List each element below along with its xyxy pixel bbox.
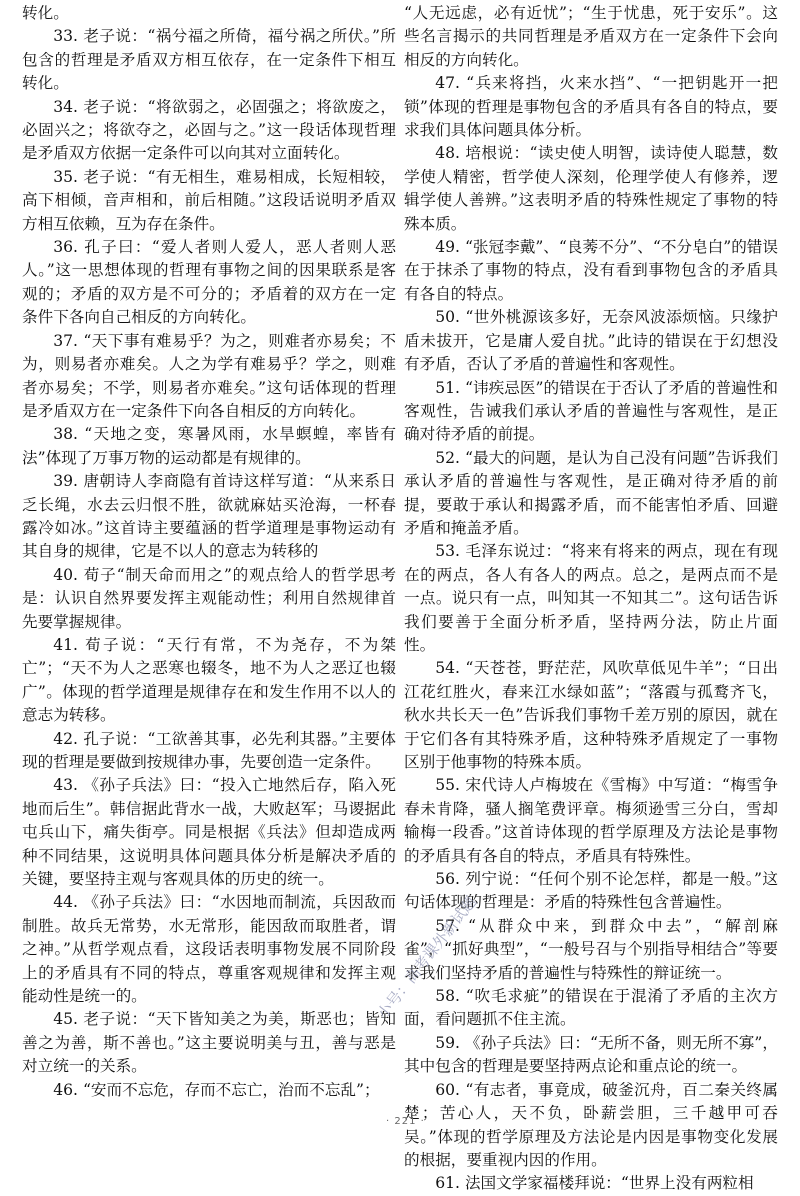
quote-item-paragraph: 59. 《孙子兵法》曰：“无所不备，则无所不寡”，其中包含的哲理是要坚持两点论和重点论的统一。: [404, 1033, 778, 1076]
quote-item-paragraph: 52. “最大的问题，是认为自己没有问题”告诉我们承认矛盾的普遍性与客观性，是正确对待矛盾的前提，要敢于承认和揭露矛盾，而不能害怕矛盾、回避矛盾和掩盖矛盾。: [404, 448, 778, 537]
quote-item-paragraph: 33. 老子说：“祸兮福之所倚，福兮祸之所伏。”所包含的哲理是矛盾双方相互依存，在一定条件下相互转化。: [22, 27, 396, 93]
quote-item-paragraph: 34. 老子说：“将欲弱之，必固强之；将欲废之，必固兴之；将欲夺之，必固与之。”这一段话体现哲理是矛盾双方依据一定条件可以向其对立面转化。: [22, 97, 396, 163]
quote-item-paragraph: 43. 《孙子兵法》曰：“投入亡地然后存，陷入死地而后生”。韩信据此背水一战，大败赵军；马谡据此屯兵山下，痛失街亭。同是根据《兵法》但却造成两种不同结果，这说明具体问题具体分析是解决矛盾的关键，要坚持主观与客观具体的历史的统一。: [22, 776, 396, 889]
quote-item-paragraph: 49. “张冠李戴”、“良莠不分”、“不分皂白”的错误在于抹杀了事物的特点，没有看到事物包含的矛盾具有各自的特点。: [404, 238, 778, 303]
quote-item-paragraph: 44. 《孙子兵法》曰：“水因地而制流，兵因敌而制胜。故兵无常势，水无常形，能因敌而取胜者，谓之神。”从哲学观点看，这段话表明事物发展不同阶段上的矛盾具有不同的特点，尊重客观规律和发挥主观能动性是统一的。: [22, 893, 396, 1006]
quote-item-paragraph: 57. “从群众中来，到群众中去”，“解剖麻雀”，“抓好典型”，“一般号召与个别指导相结合”等要求我们坚持矛盾的普遍性与特殊性的辩证统一。: [404, 916, 778, 982]
quote-item-paragraph: 40. 荀子“制天命而用之”的观点给人的哲学思考是：认识自然界要发挥主观能动性；利用自然规律首先要掌握规律。: [22, 565, 396, 631]
quote-item-paragraph: 50. “世外桃源该多好，无奈风波添烦恼。只缘护盾未拔开，它是庸人爱自扰。”此诗的错误在于幻想没有矛盾，否认了矛盾的普遍性和客观性。: [404, 308, 778, 374]
quote-item-paragraph: 51. “讳疾忌医”的错误在于否认了矛盾的普遍性和客观性，告诫我们承认矛盾的普遍性与客观性，是正确对待矛盾的前提。: [404, 378, 778, 444]
quote-item-paragraph: 54. “天苍苍，野茫茫，风吹草低见牛羊”；“日出江花红胜火，春来江水绿如蓝”；“落霞与孤鹜齐飞，秋水共长天一色”告诉我们事物千差万别的原因，就在于它们各有其特殊矛盾，这种特殊矛盾规定了一事物区别于他事物的特殊本质。: [404, 659, 778, 771]
quote-item-paragraph: 35. 老子说：“有无相生，难易相成，长短相较，高下相倾，音声相和，前后相随。”这段话说明矛盾双方相互依赖，互为存在条件。: [22, 167, 396, 233]
quote-item-paragraph: 60. “有志者，事竟成，破釜沉舟，百二秦关终属楚；苦心人，天不负，卧薪尝胆，三千越甲可吞吴。”体现的哲学原理及方法论是内因是事物变化发展的根据，要重视内因的作用。: [404, 1080, 778, 1169]
continued-paragraph: “人无远虑，必有近忧”；“生于忧患，死于安乐”。这些名言揭示的共同哲理是矛盾双方在一定条件下会向相反的方向转化。: [404, 4, 778, 69]
right-text-column: [404, 2, 778, 1196]
quote-item-paragraph: 53. 毛泽东说过：“将来有将来的两点，现在有现在的两点，各人有各人的两点。总之，是两点而不是一点。说只有一点，叫知其一不知其二”。这句话告诉我们要善于全面分析矛盾，坚持两分法，防止片面性。: [404, 542, 778, 654]
quote-item-paragraph: 46. “安而不忘危，存而不忘亡，治而不忘乱”；: [53, 1080, 380, 1099]
quote-item-paragraph: 45. 老子说：“天下皆知美之为美，斯恶也；皆知善之为善，斯不善也。”这主要说明美与丑，善与恶是对立统一的关系。: [22, 1010, 396, 1076]
left-text-column: [22, 2, 396, 1102]
continued-paragraph: 转化。: [22, 4, 69, 22]
quote-item-paragraph: 41. 荀子说：“天行有常，不为尧存，不为桀亡”；“天不为人之恶寒也辍冬，地不为人之恶辽也辍广”。体现的哲学道理是规律存在和发生作用不以人的意志为转移。: [22, 635, 396, 725]
watermark: 小号：高考课外新试题: [373, 893, 481, 1023]
quote-item-paragraph: 47. “兵来将挡，火来水挡”、“一把钥匙开一把锁”体现的哲理是事物包含的矛盾具有各自的特点，要求我们具体问题具体分析。: [404, 74, 778, 140]
page-number: · 221 ·: [386, 1116, 425, 1127]
quote-item-paragraph: 61. 法国文学家福楼拜说：“世界上没有两粒相: [435, 1174, 754, 1193]
quote-item-paragraph: 48. 培根说：“读史使人明智，读诗使人聪慧，数学使人精密，哲学使人深刻，伦理学使人有修养，逻辑学使人善辨。”这表明矛盾的特殊性规定了事物的特殊本质。: [404, 144, 778, 233]
quote-item-paragraph: 56. 列宁说：“任何个别不论怎样，都是一般。”这句话体现的哲理是：矛盾的特殊性包含普遍性。: [404, 870, 778, 912]
quote-item-paragraph: 37. “天下事有难易乎？为之，则难者亦易矣；不为，则易者亦难矣。人之为学有难易乎？学之，则难者亦易矣；不学，则易者亦难矣。”这句话体现的哲理是矛盾双方在一定条件下向各自相反的方向转化。: [22, 331, 396, 420]
quote-item-paragraph: 38. “天地之变，寒暑风雨，水旱螟蝗，率皆有法”体现了万事万物的运动都是有规律的。: [22, 425, 396, 467]
quote-item-paragraph: 42. 孔子说：“工欲善其事，必先利其器。”主要体现的哲理是要做到按规律办事，先要创造一定条件。: [22, 729, 396, 771]
quote-item-paragraph: 36. 孔子曰：“爱人者则人爱人，恶人者则人恶人。”这一思想体现的哲理有事物之间的因果联系是客观的；矛盾的双方是不可分的；矛盾着的双方在一定条件下各向自己相反的方向转化。: [22, 238, 396, 327]
quote-item-paragraph: 39. 唐朝诗人李商隐有首诗这样写道：“从来系日乏长绳，水去云归恨不胜，欲就麻姑买沧海，一杯春露冷如冰。”这首诗主要蕴涵的哲学道理是事物运动有其自身的规律，它是不以人的意志为转移的: [22, 472, 396, 561]
quote-item-paragraph: 58. “吹毛求疵”的错误在于混淆了矛盾的主次方面，看问题抓不住主流。: [404, 987, 778, 1029]
quote-item-paragraph: 55. 宋代诗人卢梅坡在《雪梅》中写道：“梅雪争春未肯降，骚人搁笔费评章。梅须逊雪三分白，雪却输梅一段香。”这首诗体现的哲学原理及方法论是事物的矛盾具有各自的特点，矛盾具有特殊性。: [404, 776, 778, 865]
